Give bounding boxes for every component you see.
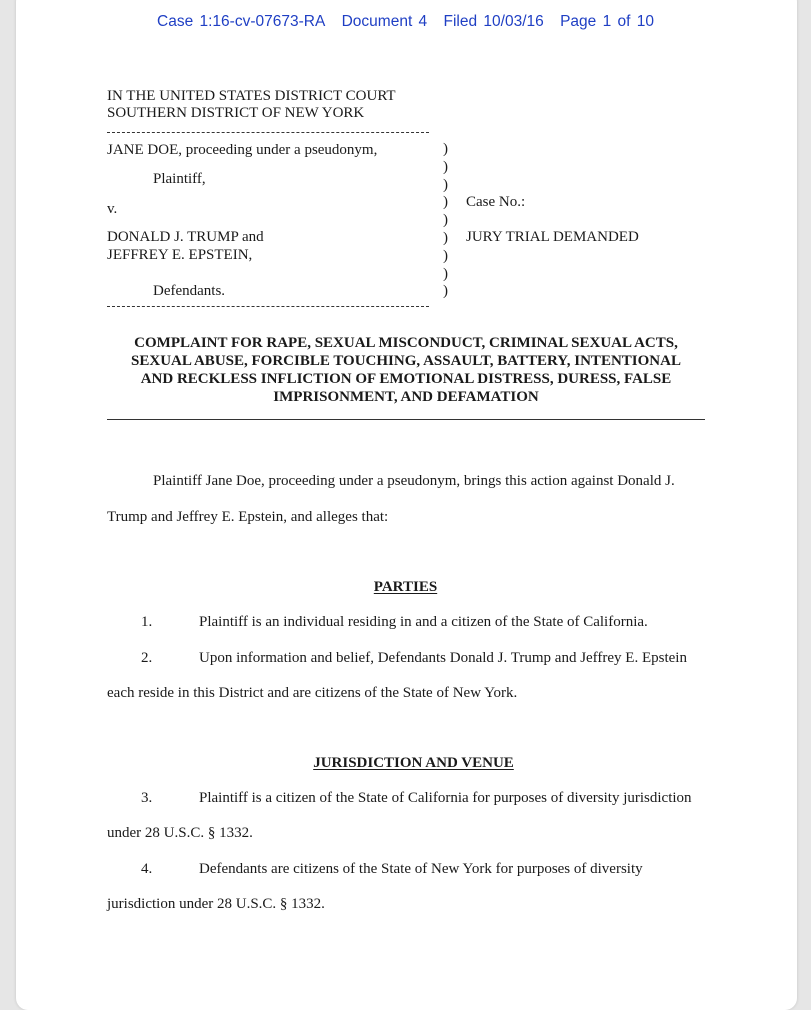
- paragraph-2-line-1: Upon information and belief, Defendants Donald J. Trump and Jeffrey E. Epstein: [199, 650, 687, 666]
- defendant-line-1: DONALD J. TRUMP and: [107, 229, 264, 245]
- paragraph-3-line-2: under 28 U.S.C. § 1332.: [107, 825, 253, 841]
- jurisdiction-heading: JURISDICTION AND VENUE: [313, 755, 514, 771]
- court-district: SOUTHERN DISTRICT OF NEW YORK: [107, 105, 365, 121]
- paragraph-3-number: 3.: [141, 790, 153, 806]
- paragraph-1-text: Plaintiff is an individual residing in and a citizen of the State of California.: [199, 614, 648, 630]
- jury-demand: JURY TRIAL DEMANDED: [466, 229, 639, 245]
- parties-heading: PARTIES: [373, 579, 438, 595]
- title-line-3: AND RECKLESS INFLICTION OF EMOTIONAL DISTRESS, DURESS, FALSE: [140, 371, 672, 387]
- caption-divider-bottom: [107, 306, 429, 307]
- title-line-2: SEXUAL ABUSE, FORCIBLE TOUCHING, ASSAULT, BATTERY, INTENTIONAL: [131, 353, 681, 369]
- caption-parentheses: ) ) ) ) ) ) ) ) ): [443, 141, 448, 300]
- ecf-header: [0, 13, 811, 31]
- intro-line-2: Trump and Jeffrey E. Epstein, and alleges that:: [107, 509, 389, 525]
- document-number: Document 4: [341, 13, 428, 30]
- paragraph-4-line-2: jurisdiction under 28 U.S.C. § 1332.: [107, 896, 325, 912]
- plaintiff-name: JANE DOE, proceeding under a pseudonym,: [107, 142, 378, 158]
- case-no-label: Case No.:: [466, 194, 526, 210]
- paragraph-2-number: 2.: [141, 650, 153, 666]
- paragraph-3-line-1: Plaintiff is a citizen of the State of California for purposes of diversity jurisdiction: [199, 790, 692, 806]
- title-line-4: IMPRISONMENT, AND DEFAMATION: [273, 389, 539, 405]
- plaintiff-label: Plaintiff,: [153, 171, 206, 187]
- paragraph-4-number: 4.: [141, 861, 153, 877]
- defendants-label: Defendants.: [153, 283, 226, 299]
- case-number: Case 1:16-cv-07673-RA: [157, 13, 326, 30]
- defendant-line-2: JEFFREY E. EPSTEIN,: [107, 247, 253, 263]
- paragraph-2-line-2: each reside in this District and are citizens of the State of New York.: [107, 685, 518, 701]
- paragraph-1-number: 1.: [141, 614, 153, 630]
- title-rule: [107, 419, 705, 420]
- caption-divider-top: [107, 132, 429, 133]
- filed-date: Filed 10/03/16: [443, 13, 544, 30]
- complaint-title: [107, 334, 705, 406]
- versus: v.: [107, 201, 118, 217]
- paragraph-4-line-1: Defendants are citizens of the State of New York for purposes of diversity: [199, 861, 643, 877]
- court-name: IN THE UNITED STATES DISTRICT COURT: [107, 88, 396, 104]
- page-indicator: Page 1 of 10: [560, 13, 654, 30]
- title-line-1: COMPLAINT FOR RAPE, SEXUAL MISCONDUCT, CRIMINAL SEXUAL ACTS,: [134, 335, 678, 351]
- intro-line-1: Plaintiff Jane Doe, proceeding under a pseudonym, brings this action against Donald J.: [153, 473, 675, 489]
